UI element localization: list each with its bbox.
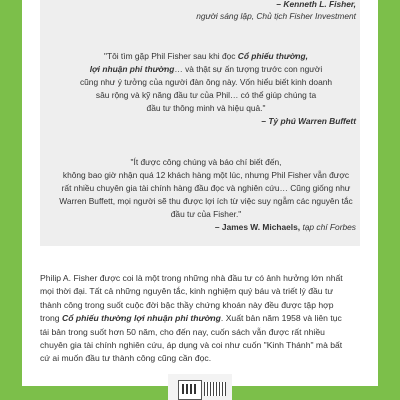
quote2-line3: cũng như ý tưởng của người đàn ông này. Vốn hiểu biết kinh doanh <box>79 77 333 87</box>
quote3-attribution-name: – James W. Michaels, <box>214 222 301 232</box>
body-line3: thành công trong suốt cuộc đời bậc thầy chứng khoán này đều được tập hợp <box>40 299 334 310</box>
barcode-area <box>168 374 232 400</box>
body-line5: tái bản trong suốt hơn 50 năm, cho đến nay, cuốn sách vẫn được rất nhiều <box>40 326 325 337</box>
barcode-icon <box>204 382 226 396</box>
quote3-line2: không bao giờ nhận quá 12 khách hàng một lúc, nhưng Phil Fisher vẫn được <box>62 170 350 180</box>
quote3-attribution-role: tạp chí Forbes <box>300 222 356 232</box>
quote3 <box>56 156 356 233</box>
quote2-attribution: – Tỷ phú Warren Buffett <box>261 116 356 126</box>
book-title-emphasis: Cổ phiếu thường, <box>237 51 308 61</box>
quote3-line3: rất nhiều chuyên gia tài chính hàng đầu đọc và nghiên cứu… Cũng giống như <box>61 183 351 193</box>
quote1-name: – Kenneth L. Fisher, <box>276 0 356 9</box>
body-line4-a: trong <box>40 313 62 324</box>
quote2-line4: sâu rộng và kỹ năng đầu tư của Phil… có thể giúp chúng ta <box>95 90 317 100</box>
green-border-right <box>378 0 400 400</box>
body-line2: mọi thời đại. Tất cả những nguyên tắc, kinh nghiệm quý báu và triết lý đầu tư <box>40 286 334 297</box>
body-line4-c: . Xuất bản năm 1958 và liên tục <box>220 313 342 324</box>
quote3-line4: Warren Buffett, mọi người sẽ thu được lợi ích từ việc suy ngẫm các nguyên tắc <box>59 196 353 206</box>
green-border-left <box>0 0 22 400</box>
description-paragraph <box>40 272 360 366</box>
quote2 <box>56 50 356 127</box>
quote1-role: người sáng lập, Chủ tịch Fisher Investment <box>196 11 356 21</box>
body-line1: Philip A. Fisher được coi là một trong những nhà đầu tư có ảnh hưởng lớn nhất <box>40 273 343 283</box>
quote2-line2-text: … và thật sự ấn tượng trước con người <box>174 64 323 74</box>
quote2-line5: đầu tư thông minh và hiệu quả." <box>146 103 266 113</box>
body-line6: chuyên gia tài chính nghiên cứu, áp dụng và coi như cuốn "Kinh Thánh" mà bất <box>40 340 343 351</box>
quote2-line2 <box>56 63 356 76</box>
quote3-line5: đầu tư của Fisher." <box>170 209 242 219</box>
quote3-attribution <box>56 221 356 233</box>
book-title-in-body: Cổ phiếu thường lợi nhuận phi thường <box>61 313 221 324</box>
body-line4 <box>40 312 360 325</box>
book-title-emphasis-2: lợi nhuận phi thường <box>89 64 175 74</box>
body-line7: cứ ai muốn đầu tư thành công cũng cần đọc. <box>40 353 212 364</box>
quote2-line1 <box>56 50 356 63</box>
quote3-line1: "Ít được công chúng và báo chí biết đến, <box>130 157 282 167</box>
quote1-attribution <box>56 0 356 22</box>
qr-code-icon <box>178 380 202 400</box>
quote2-line1-text: "Tôi tìm gặp Phil Fisher sau khi đọc <box>104 51 238 61</box>
